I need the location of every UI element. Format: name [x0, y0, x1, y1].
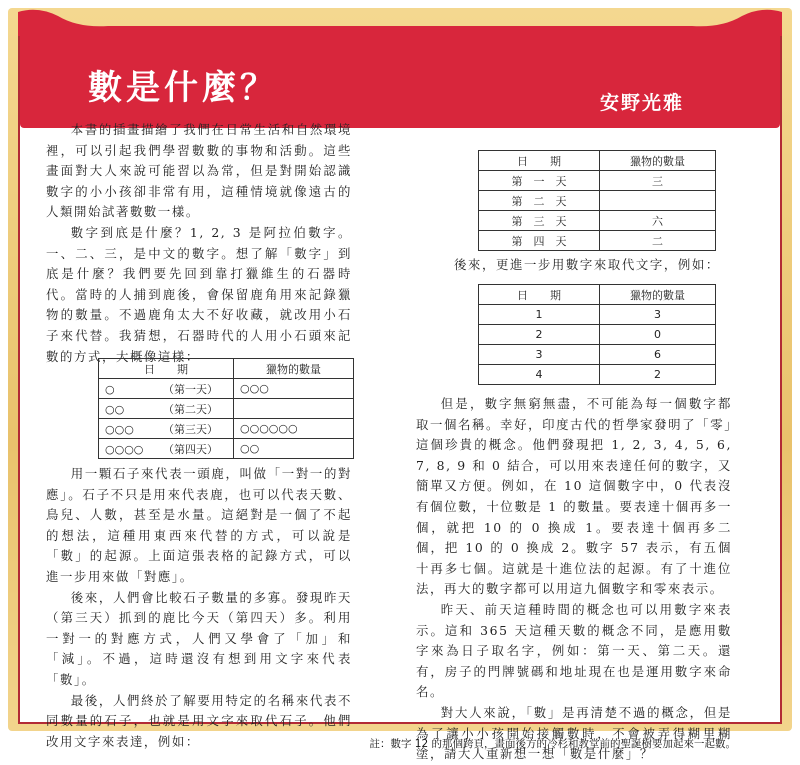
table-cell: 第 三 天 — [479, 211, 600, 231]
table-row — [479, 191, 716, 211]
table-row — [479, 171, 716, 191]
table-row — [99, 379, 354, 399]
paragraph: 對大人來說，「數」是再清楚不過的概念，但是為了讓小小孩開始接觸數時，不會被弄得糊里糊塗，請大人重新想一想「數是什麼」？ — [416, 704, 732, 762]
paragraph: 後來，人們會比較石子數量的多寡。發現昨天（第三天）抓到的鹿比今天（第四天）多。利用一對一的對應方式，人們又學會了「加」和「減」。不過，這時還沒有想到用文字來代表「數」。 — [46, 589, 352, 687]
table-cell: 三 — [600, 171, 716, 191]
table-cell: 6 — [600, 345, 716, 365]
table-cell: 第 四 天 — [479, 231, 600, 251]
table-header-cell: 日 期 — [479, 151, 600, 171]
table-cell: ○ （第一天） — [99, 379, 234, 399]
left-column — [46, 120, 352, 367]
word-count-table — [478, 150, 716, 251]
page-title: 數是什麼？ — [88, 68, 278, 108]
paragraph: 最後，人們終於了解要用特定的名稱來代表不同數量的石子，也就是用文字來取代石子。他們改用文字來表達，例如： — [46, 692, 352, 749]
table-cell: 0 — [600, 325, 716, 345]
table-cell: ○○○○○○ — [234, 419, 354, 439]
table-cell: 2 — [479, 325, 600, 345]
table-cell: 六 — [600, 211, 716, 231]
table-cell: ○○ （第二天） — [99, 399, 234, 419]
numeral-count-table — [478, 284, 716, 385]
table-row — [479, 325, 716, 345]
table-header-cell: 日 期 — [479, 285, 600, 305]
left-column-lower — [46, 464, 352, 752]
table-header-cell: 日 期 — [99, 359, 234, 379]
table-cell: 3 — [600, 305, 716, 325]
table-cell — [234, 399, 354, 419]
paragraph: 數字到底是什麼？1, 2, 3 是阿拉伯數字。一、二、三，是中文的數字。想了解「數字」到底是什麼？我們要先回到靠打獵維生的石器時代。當時的人捕到鹿後，會保留鹿角用來記錄獵物的數量。不過鹿角太大不好收藏，就改用小石子來代替。我猜想，石器時代的人用小石頭來記數的方式，大概像這樣： — [46, 224, 352, 364]
table-row — [99, 439, 354, 459]
table-cell: ○○○ （第三天） — [99, 419, 234, 439]
table-cell: ○○ — [234, 439, 354, 459]
table-cell: 4 — [479, 365, 600, 385]
table-header-row — [479, 151, 716, 171]
paragraph: 本書的插畫描繪了我們在日常生活和自然環境裡，可以引起我們學習數數的事物和活動。這些畫面對大人來說可能習以為常，但是對開始認識數字的小小孩卻非常有用，這種情境就像遠古的人類開始試著數數一樣。 — [46, 122, 352, 220]
stone-count-table — [98, 358, 354, 459]
table-cell: 第 二 天 — [479, 191, 600, 211]
table-cell: ○○○○ （第四天） — [99, 439, 234, 459]
table-row — [99, 419, 354, 439]
paragraph: 昨天、前天這種時間的概念也可以用數字來表示。這和 365 天這種天數的概念不同，是應用數字來為日子取名字，例如：第一天、第二天。還有，房子的門牌號碼和地址現在也是運用數字來命名。 — [416, 601, 732, 700]
table-row — [479, 211, 716, 231]
footnote: 註：數字 12 的那個跨頁，畫面後方的冷杉和教堂前的聖誕樹要加起來一起數。 — [369, 738, 736, 750]
table-cell: 3 — [479, 345, 600, 365]
paragraph: 但是，數字無窮無盡，不可能為每一個數字都取一個名稱。幸好，印度古代的哲學家發明了「零」這個珍貴的概念。他們發現把 1, 2, 3, 4, 5, 6, 7, 8, 9 和 0 結合，可以用來表達任何的數字，又簡單又方便。例如，在 10 這個數字中，0 代表沒有個位數，十位數是 1 的數量。要表達十個再多一個，就把 10 的 0 換成 1。要表達十個再多二個，把 10 的 0 換成 2。數字 57 表示，有五個十再多七個。這就是十進位法的起源。有了十進位法，再大的數字都可以用這九個數字和零來表示。 — [416, 396, 732, 597]
table-row — [479, 365, 716, 385]
table-row — [99, 399, 354, 419]
table-cell: 2 — [600, 365, 716, 385]
table-header-cell: 獵物的數量 — [600, 285, 716, 305]
transition-text: 後來，更進一步用數字來取代文字，例如： — [454, 257, 720, 272]
author-name: 安野光雅 — [599, 92, 684, 114]
title-banner — [20, 32, 780, 128]
table-cell: 1 — [479, 305, 600, 325]
table-header-cell: 獵物的數量 — [234, 359, 354, 379]
table-row — [479, 231, 716, 251]
right-column — [416, 394, 732, 765]
table-cell: ○○○ — [234, 379, 354, 399]
table-header-row — [479, 285, 716, 305]
table-row — [479, 345, 716, 365]
paragraph: 用一顆石子來代表一頭鹿，叫做「一對一的對應」。石子不只是用來代表鹿，也可以代表天數、鳥兒、人數，甚至是水量。這絕對是一個了不起的想法，這種用東西來代替的方式，可以說是「數」的起源。上面這張表格的記錄方式，可以進一步用來做「對應」。 — [46, 466, 352, 584]
table-cell: 第 一 天 — [479, 171, 600, 191]
table-cell: 二 — [600, 231, 716, 251]
table-header-cell: 獵物的數量 — [600, 151, 716, 171]
table-cell — [600, 191, 716, 211]
table-row — [479, 305, 716, 325]
table-header-row — [99, 359, 354, 379]
